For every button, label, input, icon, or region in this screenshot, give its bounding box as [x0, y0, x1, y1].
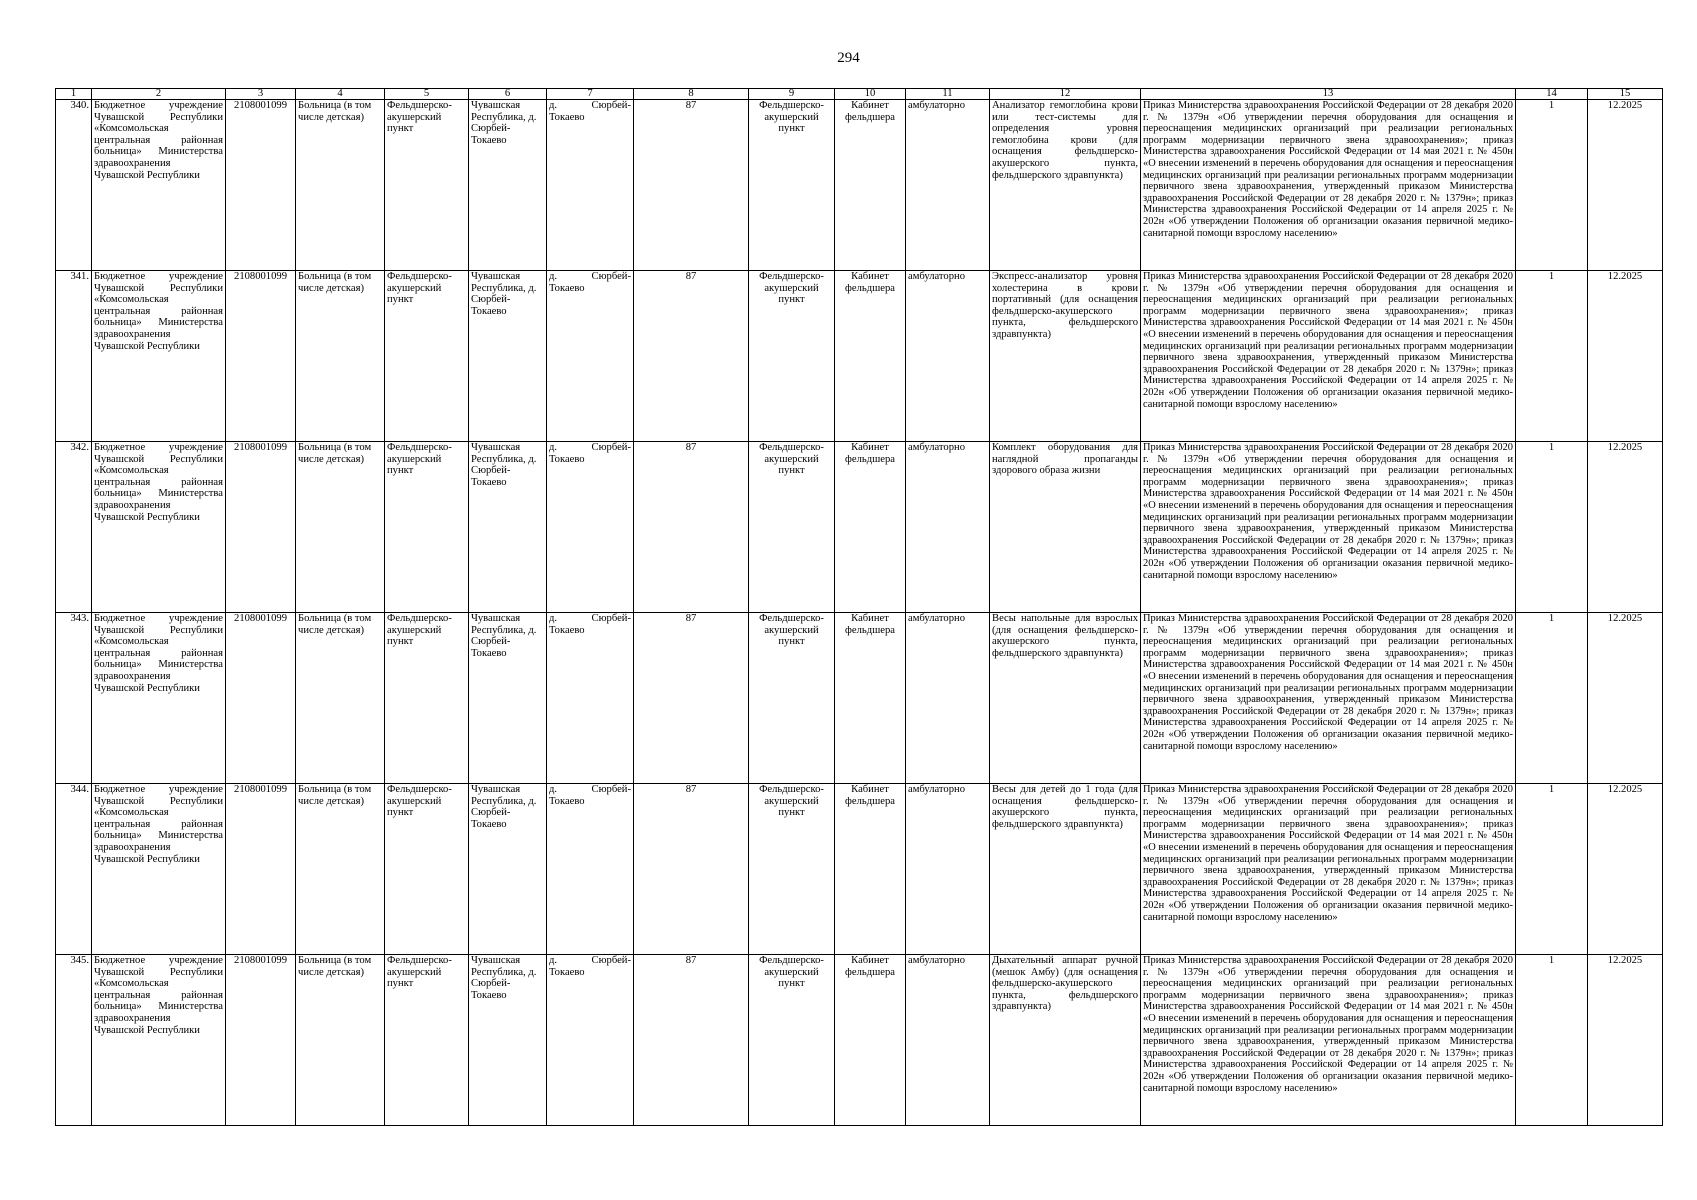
table-row	[56, 271, 1663, 442]
care-mode: амбулаторно	[906, 442, 990, 613]
column-number-5: 5	[385, 89, 469, 100]
address: Чувашская Республика, д. Сюрбей-Токаево	[469, 613, 547, 784]
institution-type: Больница (в том числе детская)	[296, 613, 385, 784]
table-row	[56, 442, 1663, 613]
institution-type: Больница (в том числе детская)	[296, 100, 385, 271]
room-name: Кабинет фельдшера	[835, 100, 906, 271]
equipment-name: Анализатор гемоглобина крови или тест-системы для определения уровня гемоглобина крови (для оснащения фельдшерско-акушерского пункта, фельдшерского здравпункта)	[990, 100, 1141, 271]
row-number: 341.	[56, 271, 92, 442]
unit-name: Фельдшерско-акушерский пункт	[385, 442, 469, 613]
row-number: 344.	[56, 784, 92, 955]
column-number-1: 1	[56, 89, 92, 100]
organization-name: Бюджетное учреждение Чувашской Республики «Комсомольская центральная районная больница» Министерства здравоохранения Чувашской Республики	[92, 784, 226, 955]
room-name: Кабинет фельдшера	[835, 613, 906, 784]
table-row	[56, 955, 1663, 1126]
legal-basis: Приказ Министерства здравоохранения Российской Федерации от 28 декабря 2020 г. № 1379н «Об утверждении перечня оборудования для оснащения и переоснащения медицинских организаций при реализации региональных программ модернизации первичного звена здравоохранения»; приказ Министерства здравоохранения Российской Федерации от 14 мая 2021 г. № 450н «О внесении изменений в перечень оборудования для оснащения и переоснащения медицинских организаций при реализации региональных программ модернизации первичного звена здравоохранения, утвержденный приказом Министерства здравоохранения Российской Федерации от 28 декабря 2020 г. № 1379н»; приказ Министерства здравоохранения Российской Федерации от 14 апреля 2025 г. № 202н «Об утверждении Положения об организации оказания первичной медико-санитарной помощи взрослому населению»	[1141, 955, 1516, 1126]
organization-name: Бюджетное учреждение Чувашской Республики «Комсомольская центральная районная больница» Министерства здравоохранения Чувашской Республики	[92, 271, 226, 442]
subunit-name: Фельдшерско-акушерский пункт	[749, 784, 835, 955]
room-name: Кабинет фельдшера	[835, 271, 906, 442]
column-number-11: 11	[906, 89, 990, 100]
settlement: д. Сюрбей-Токаево	[547, 271, 634, 442]
deadline: 12.2025	[1588, 955, 1663, 1126]
unit-name: Фельдшерско-акушерский пункт	[385, 784, 469, 955]
deadline: 12.2025	[1588, 442, 1663, 613]
care-mode: амбулаторно	[906, 100, 990, 271]
row-number: 340.	[56, 100, 92, 271]
unit-name: Фельдшерско-акушерский пункт	[385, 100, 469, 271]
unit-name: Фельдшерско-акушерский пункт	[385, 271, 469, 442]
unit-code: 87	[634, 442, 749, 613]
equipment-name: Весы для детей до 1 года (для оснащения фельдшерско-акушерского пункта, фельдшерского здравпункта)	[990, 784, 1141, 955]
column-number-13: 13	[1141, 89, 1516, 100]
unit-name: Фельдшерско-акушерский пункт	[385, 955, 469, 1126]
table-row	[56, 784, 1663, 955]
legal-basis: Приказ Министерства здравоохранения Российской Федерации от 28 декабря 2020 г. № 1379н «Об утверждении перечня оборудования для оснащения и переоснащения медицинских организаций при реализации региональных программ модернизации первичного звена здравоохранения»; приказ Министерства здравоохранения Российской Федерации от 14 мая 2021 г. № 450н «О внесении изменений в перечень оборудования для оснащения и переоснащения медицинских организаций при реализации региональных программ модернизации первичного звена здравоохранения, утвержденный приказом Министерства здравоохранения Российской Федерации от 28 декабря 2020 г. № 1379н»; приказ Министерства здравоохранения Российской Федерации от 14 апреля 2025 г. № 202н «Об утверждении Положения об организации оказания первичной медико-санитарной помощи взрослому населению»	[1141, 784, 1516, 955]
equipment-name: Комплект оборудования для наглядной пропаганды здорового образа жизни	[990, 442, 1141, 613]
deadline: 12.2025	[1588, 271, 1663, 442]
institution-type: Больница (в том числе детская)	[296, 784, 385, 955]
column-number-8: 8	[634, 89, 749, 100]
unit-code: 87	[634, 100, 749, 271]
organization-name: Бюджетное учреждение Чувашской Республики «Комсомольская центральная районная больница» Министерства здравоохранения Чувашской Республики	[92, 100, 226, 271]
settlement: д. Сюрбей-Токаево	[547, 100, 634, 271]
organization-name: Бюджетное учреждение Чувашской Республики «Комсомольская центральная районная больница» Министерства здравоохранения Чувашской Республики	[92, 955, 226, 1126]
address: Чувашская Республика, д. Сюрбей-Токаево	[469, 955, 547, 1126]
care-mode: амбулаторно	[906, 784, 990, 955]
subunit-name: Фельдшерско-акушерский пункт	[749, 613, 835, 784]
legal-basis: Приказ Министерства здравоохранения Российской Федерации от 28 декабря 2020 г. № 1379н «Об утверждении перечня оборудования для оснащения и переоснащения медицинских организаций при реализации региональных программ модернизации первичного звена здравоохранения»; приказ Министерства здравоохранения Российской Федерации от 14 мая 2021 г. № 450н «О внесении изменений в перечень оборудования для оснащения и переоснащения медицинских организаций при реализации региональных программ модернизации первичного звена здравоохранения, утвержденный приказом Министерства здравоохранения Российской Федерации от 28 декабря 2020 г. № 1379н»; приказ Министерства здравоохранения Российской Федерации от 14 апреля 2025 г. № 202н «Об утверждении Положения об организации оказания первичной медико-санитарной помощи взрослому населению»	[1141, 100, 1516, 271]
address: Чувашская Республика, д. Сюрбей-Токаево	[469, 784, 547, 955]
legal-basis: Приказ Министерства здравоохранения Российской Федерации от 28 декабря 2020 г. № 1379н «Об утверждении перечня оборудования для оснащения и переоснащения медицинских организаций при реализации региональных программ модернизации первичного звена здравоохранения»; приказ Министерства здравоохранения Российской Федерации от 14 мая 2021 г. № 450н «О внесении изменений в перечень оборудования для оснащения и переоснащения медицинских организаций при реализации региональных программ модернизации первичного звена здравоохранения, утвержденный приказом Министерства здравоохранения Российской Федерации от 28 декабря 2020 г. № 1379н»; приказ Министерства здравоохранения Российской Федерации от 14 апреля 2025 г. № 202н «Об утверждении Положения об организации оказания первичной медико-санитарной помощи взрослому населению»	[1141, 271, 1516, 442]
unit-code: 87	[634, 955, 749, 1126]
column-number-7: 7	[547, 89, 634, 100]
column-number-6: 6	[469, 89, 547, 100]
settlement: д. Сюрбей-Токаево	[547, 784, 634, 955]
care-mode: амбулаторно	[906, 613, 990, 784]
care-mode: амбулаторно	[906, 955, 990, 1126]
column-number-10: 10	[835, 89, 906, 100]
column-number-row	[56, 89, 1663, 100]
inn-code: 2108001099	[226, 271, 296, 442]
inn-code: 2108001099	[226, 442, 296, 613]
quantity: 1	[1516, 955, 1588, 1126]
inn-code: 2108001099	[226, 955, 296, 1126]
quantity: 1	[1516, 271, 1588, 442]
deadline: 12.2025	[1588, 100, 1663, 271]
equipment-name: Весы напольные для взрослых (для оснащения фельдшерско-акушерского пункта, фельдшерского здравпункта)	[990, 613, 1141, 784]
column-number-3: 3	[226, 89, 296, 100]
unit-name: Фельдшерско-акушерский пункт	[385, 613, 469, 784]
address: Чувашская Республика, д. Сюрбей-Токаево	[469, 100, 547, 271]
column-number-15: 15	[1588, 89, 1663, 100]
unit-code: 87	[634, 613, 749, 784]
inn-code: 2108001099	[226, 784, 296, 955]
inn-code: 2108001099	[226, 613, 296, 784]
equipment-name: Экспресс-анализатор уровня холестерина в крови портативный (для оснащения фельдшерско-акушерского пункта, фельдшерского здравпункта)	[990, 271, 1141, 442]
room-name: Кабинет фельдшера	[835, 955, 906, 1126]
page-number: 294	[837, 50, 860, 66]
subunit-name: Фельдшерско-акушерский пункт	[749, 100, 835, 271]
legal-basis: Приказ Министерства здравоохранения Российской Федерации от 28 декабря 2020 г. № 1379н «Об утверждении перечня оборудования для оснащения и переоснащения медицинских организаций при реализации региональных программ модернизации первичного звена здравоохранения»; приказ Министерства здравоохранения Российской Федерации от 14 мая 2021 г. № 450н «О внесении изменений в перечень оборудования для оснащения и переоснащения медицинских организаций при реализации региональных программ модернизации первичного звена здравоохранения, утвержденный приказом Министерства здравоохранения Российской Федерации от 28 декабря 2020 г. № 1379н»; приказ Министерства здравоохранения Российской Федерации от 14 апреля 2025 г. № 202н «Об утверждении Положения об организации оказания первичной медико-санитарной помощи взрослому населению»	[1141, 613, 1516, 784]
room-name: Кабинет фельдшера	[835, 784, 906, 955]
settlement: д. Сюрбей-Токаево	[547, 613, 634, 784]
column-number-12: 12	[990, 89, 1141, 100]
column-number-14: 14	[1516, 89, 1588, 100]
column-number-4: 4	[296, 89, 385, 100]
address: Чувашская Республика, д. Сюрбей-Токаево	[469, 271, 547, 442]
room-name: Кабинет фельдшера	[835, 442, 906, 613]
equipment-name: Дыхательный аппарат ручной (мешок Амбу) (для оснащения фельдшерско-акушерского пункта, фельдшерского здравпункта)	[990, 955, 1141, 1126]
quantity: 1	[1516, 442, 1588, 613]
institution-type: Больница (в том числе детская)	[296, 955, 385, 1126]
row-number: 342.	[56, 442, 92, 613]
subunit-name: Фельдшерско-акушерский пункт	[749, 955, 835, 1126]
subunit-name: Фельдшерско-акушерский пункт	[749, 271, 835, 442]
quantity: 1	[1516, 784, 1588, 955]
institution-type: Больница (в том числе детская)	[296, 271, 385, 442]
institution-type: Больница (в том числе детская)	[296, 442, 385, 613]
care-mode: амбулаторно	[906, 271, 990, 442]
row-number: 345.	[56, 955, 92, 1126]
organization-name: Бюджетное учреждение Чувашской Республики «Комсомольская центральная районная больница» Министерства здравоохранения Чувашской Республики	[92, 442, 226, 613]
settlement: д. Сюрбей-Токаево	[547, 442, 634, 613]
equipment-table	[55, 88, 1663, 1126]
deadline: 12.2025	[1588, 784, 1663, 955]
column-number-9: 9	[749, 89, 835, 100]
organization-name: Бюджетное учреждение Чувашской Республики «Комсомольская центральная районная больница» Министерства здравоохранения Чувашской Республики	[92, 613, 226, 784]
table-row	[56, 613, 1663, 784]
row-number: 343.	[56, 613, 92, 784]
unit-code: 87	[634, 271, 749, 442]
table-row	[56, 100, 1663, 271]
quantity: 1	[1516, 613, 1588, 784]
inn-code: 2108001099	[226, 100, 296, 271]
column-number-2: 2	[92, 89, 226, 100]
settlement: д. Сюрбей-Токаево	[547, 955, 634, 1126]
unit-code: 87	[634, 784, 749, 955]
legal-basis: Приказ Министерства здравоохранения Российской Федерации от 28 декабря 2020 г. № 1379н «Об утверждении перечня оборудования для оснащения и переоснащения медицинских организаций при реализации региональных программ модернизации первичного звена здравоохранения»; приказ Министерства здравоохранения Российской Федерации от 14 мая 2021 г. № 450н «О внесении изменений в перечень оборудования для оснащения и переоснащения медицинских организаций при реализации региональных программ модернизации первичного звена здравоохранения, утвержденный приказом Министерства здравоохранения Российской Федерации от 28 декабря 2020 г. № 1379н»; приказ Министерства здравоохранения Российской Федерации от 14 апреля 2025 г. № 202н «Об утверждении Положения об организации оказания первичной медико-санитарной помощи взрослому населению»	[1141, 442, 1516, 613]
deadline: 12.2025	[1588, 613, 1663, 784]
quantity: 1	[1516, 100, 1588, 271]
address: Чувашская Республика, д. Сюрбей-Токаево	[469, 442, 547, 613]
subunit-name: Фельдшерско-акушерский пункт	[749, 442, 835, 613]
